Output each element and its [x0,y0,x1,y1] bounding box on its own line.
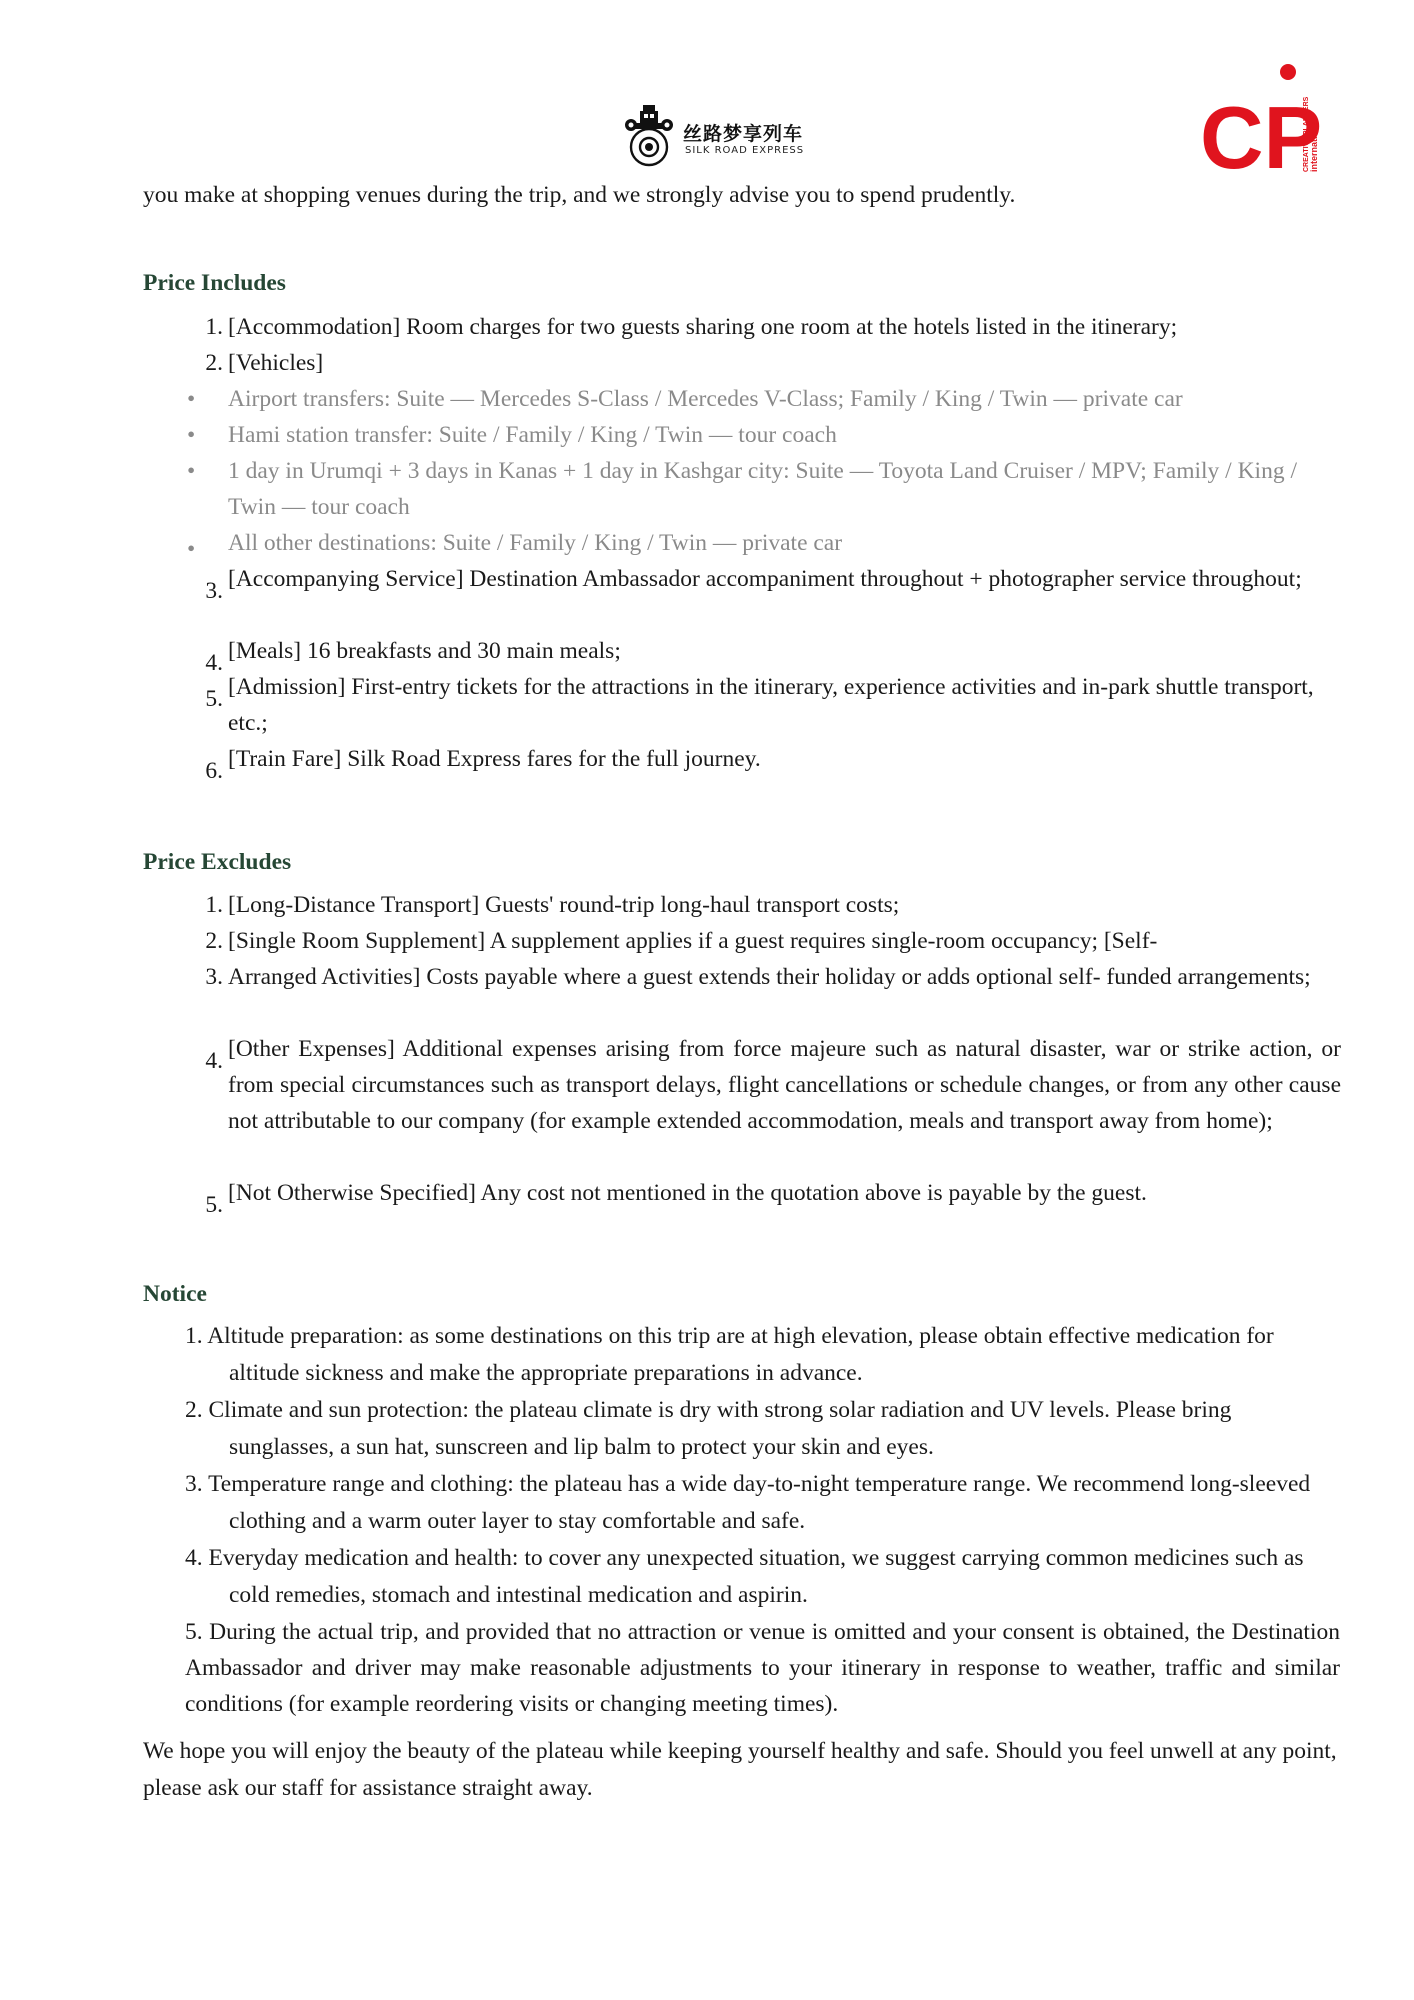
item-text: 1 day in Urumqi + 3 days in Kanas + 1 day in Kashgar city: Suite — Toyota Land Cruiser / MPV; Family / King / Twin — tour coach [228,458,1297,520]
item-text: [Accompanying Service] Destination Ambassador accompaniment throughout + photographer service throughout; [228,566,1302,592]
bullet: • [187,458,196,484]
notice-item [185,1318,1340,1392]
logo-english-text: SILK ROAD EXPRESS [685,145,805,156]
item-text: Airport transfers: Suite — Mercedes S-Class / Mercedes V-Class; Family / King / Twin — private car [228,386,1183,412]
item-number: 2. [205,928,223,954]
price-includes-heading: Price Includes [143,270,286,296]
item-text: [Accommodation] Room charges for two guests sharing one room at the hotels listed in the itinerary; [228,314,1178,340]
cpi-mark: CP [1200,88,1320,180]
item-number: 5. [205,686,223,712]
item-text: Arranged Activities] Costs payable where a guest extends their holiday or adds optional self- funded arrangements; [228,964,1311,990]
notice-text: 1. Altitude preparation: as some destinations on this trip are at high elevation, please obtain effective medication for altitude sickness and make the appropriate preparations in advance. [185,1323,1274,1386]
item-text: [Single Room Supplement] A supplement applies if a guest requires single-room occupancy; [Self- [228,928,1158,954]
bullet: • [187,422,196,448]
silk-road-express-logo [623,103,833,171]
notice-item [185,1392,1340,1466]
item-number: 2. [205,350,223,376]
notice-item [185,1466,1340,1540]
item-number: 3. [205,964,223,990]
item-text: [Long-Distance Transport] Guests' round-trip long-haul transport costs; [228,892,900,918]
item-number: 3. [205,578,223,604]
item-text: [Train Fare] Silk Road Express fares for the full journey. [228,746,761,772]
logo-chinese-text: 丝路梦享列车 [683,123,804,145]
item-number: 1. [205,314,223,340]
price-excludes-heading: Price Excludes [143,849,292,875]
notice-text: 4. Everyday medication and health: to cover any unexpected situation, we suggest carrying common medicines such as cold remedies, stomach and intestinal medication and aspirin. [185,1545,1304,1608]
item-number: 4. [205,1048,223,1074]
cpi-logo [1200,60,1320,180]
notice-text: 2. Climate and sun protection: the plateau climate is dry with strong solar radiation and UV levels. Please bring sunglasses, a sun hat, sunscreen and lip balm to protect your skin and eyes. [185,1397,1232,1460]
item-text: [Vehicles] [228,350,324,376]
cpi-side-text-bottom: international [1309,117,1319,172]
item-text: Hami station transfer: Suite / Family / King / Twin — tour coach [228,422,837,448]
cpi-logo-icon [1200,60,1320,180]
item-number: 1. [205,892,223,918]
closing-paragraph: We hope you will enjoy the beauty of the plateau while keeping yourself healthy and safe. Should you feel unwell at any point, please ask our staff for assistance straight away. [143,1738,1337,1801]
item-number: 5. [205,1192,223,1218]
bullet: • [187,386,196,412]
train-emblem-icon [623,103,675,169]
cpi-side-text-top: CREATIVE PLANNERS [1303,96,1310,172]
item-text: [Admission] First-entry tickets for the attractions in the itinerary, experience activities and in-park shuttle transport, etc.; [228,674,1314,736]
item-number: 6. [205,758,223,784]
intro-line: you make at shopping venues during the trip, and we strongly advise you to spend prudently. [143,182,1016,208]
notice-item: 5. During the actual trip, and provided that no attraction or venue is omitted and your consent is obtained, the Destination Ambassador and driver may make reasonable adjustments to your itinerary in response to weather, traffic and similar conditions (for example reordering visits or changing meeting times). [185,1619,1340,1717]
item-text: [Meals] 16 breakfasts and 30 main meals; [228,638,621,664]
item-number: 4. [205,650,223,676]
item-text: [Other Expenses] Additional expenses arising from force majeure such as natural disaster, war or strike action, or from special circumstances such as transport delays, flight cancellations or schedule changes, or from any other cause not attributable to our company (for example extended accommodation, meals and transport away from home); [228,1036,1341,1134]
item-text: All other destinations: Suite / Family / King / Twin — private car [228,530,843,556]
bullet: • [187,536,196,562]
item-text: [Not Otherwise Specified] Any cost not mentioned in the quotation above is payable by the guest. [228,1180,1147,1206]
notice-text: 3. Temperature range and clothing: the plateau has a wide day-to-night temperature range. We recommend long-sleeved clothing and a warm outer layer to stay comfortable and safe. [185,1471,1311,1534]
notice-heading: Notice [143,1281,207,1307]
notice-item [185,1540,1340,1614]
